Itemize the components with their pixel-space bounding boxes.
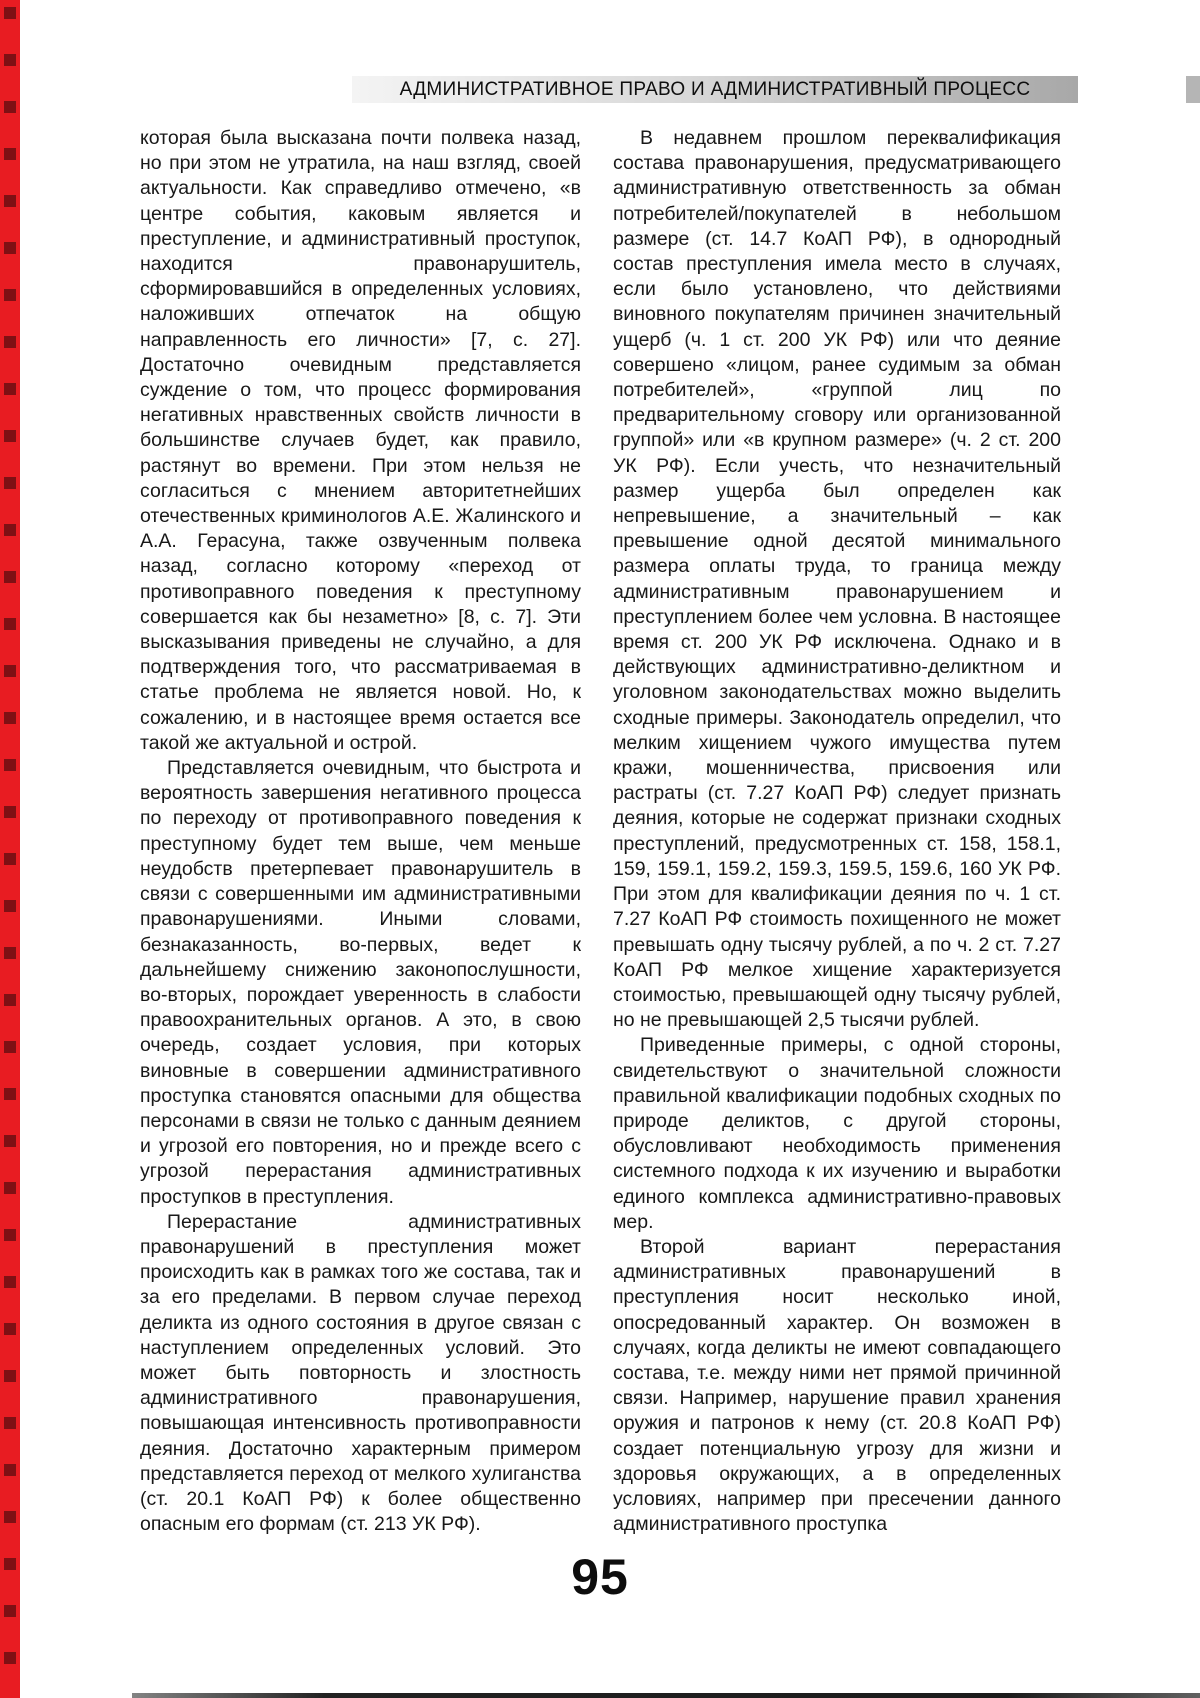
section-header-band-stub	[1186, 76, 1200, 103]
paragraph: Второй вариант перерастания административных правонарушений в преступления носит несколько иной, опосредованный характер. Он возможен в случаях, когда деликты не имеют совпадающего состава, т.е. между ними нет прямой причинной связи. Например, нарушение правил хранения оружия и патронов к нему (ст. 20.8 КоАП РФ) создает потенциальную угрозу для жизни и здоровья окружающих, а в определенных условиях, например при пресечении данного административного проступка	[613, 1235, 1061, 1536]
paragraph: Приведенные примеры, с одной стороны, свидетельствуют о значительной сложности правильной квалификации подобных сходных по природе деликтов, с другой стороны, обусловливают необходимость применения системного подхода к их изучению и выработки единого комплекса административно-правовых мер.	[613, 1034, 1061, 1233]
section-header-title: АДМИНИСТРАТИВНОЕ ПРАВО И АДМИНИСТРАТИВНЫЙ ПРОЦЕСС	[399, 78, 1031, 100]
page-number: 95	[571, 1549, 629, 1605]
edge-marker-squares	[4, 7, 16, 1698]
section-header-band	[352, 76, 1078, 103]
journal-edge-red-bar	[0, 0, 20, 1698]
paragraph: В недавнем прошлом переквалификация состава правонарушения, предусматривающего административную ответственность за обман потребителей/покупателей в небольшом размере (ст. 14.7 КоАП РФ), в однородный состав преступления имела место в случаях, если было установлено, что действиями виновного покупателям причинен значительный ущерб (ч. 1 ст. 200 УК РФ) или что деяние совершено «лицом, ранее судимым за обман потребителей», «группой лиц по предварительному сговору или организованной группой» или «в крупном размере» (ч. 2 ст. 200 УК РФ). Если учесть, что незначительный размер ущерба был определен как непревышение, а значительный – как превышение одной десятой минимального размера оплаты труда, то граница между административным правонарушением и преступлением более чем условна. В настоящее время ст. 200 УК РФ исключена. Однако и в действующих административно-деликтном и уголовном законодательствах можно выделить сходные примеры. Законодатель определил, что мелким хищением чужого имущества путем кражи, мошенничества, присвоения или растраты (ст. 7.27 КоАП РФ) следует признать деяния, которые не содержат признаки сходных преступлений, предусмотренных ст. 158, 158.1, 159, 159.1, 159.2, 159.3, 159.5, 159.6, 160 УК РФ. При этом для квалификации деяния по ч. 1 ст. 7.27 КоАП РФ стоимость похищенного не может превышать одну тысячу рублей, а по ч. 2 ст. 7.27 КоАП РФ мелкое хищение характеризуется стоимостью, превышающей одну тысячу рублей, но не превышающей 2,5 тысячи рублей.	[613, 127, 1061, 1032]
paragraph: Представляется очевидным, что быстрота и вероятность завершения негативного процесса по переходу от противоправного поведения к преступному будет тем выше, чем меньше неудобств претерпевает правонарушитель в связи с совершенными им административными правонарушениями. Иными словами, безнаказанность, во-первых, ведет к дальнейшему снижению законопослушности, во-вторых, порождает уверенность в слабости правоохранительных органов. А это, в свою очередь, создает условия, при которых виновные в совершении административного проступка становятся опасными для общества персонами в связи не только с данным деянием и угрозой его повторения, но и прежде всего с угрозой перерастания административных проступков в преступления.	[140, 757, 581, 1208]
paragraph: которая была высказана почти полвека назад, но при этом не утратила, на наш взгляд, своей актуальности. Как справедливо отмечено, «в центре события, каковым является и преступление, и административный проступок, находится правонарушитель, сформировавшийся в определенных условиях, наложивших отпечаток на общую направленность его личности» [7, с. 27]. Достаточно очевидным представляется суждение о том, что процесс формирования негативных нравственных свойств личности в большинстве случаев будет, как правило, растянут во времени. При этом нельзя не согласиться с мнением авторитетнейших отечественных криминологов А.Е. Жалинского и А.А. Герасуна, также озвученным полвека назад, согласно которому «переход от противоправного поведения к преступному совершается как бы незаметно» [8, с. 7]. Эти высказывания приведены не случайно, а для подтверждения того, что рассматриваемая в статье проблема не является новой. Но, к сожалению, и в настоящее время остается все такой же актуальной и острой.	[140, 127, 581, 754]
paragraph: Перерастание административных правонарушений в преступления может происходить как в рамках того же состава, так и за его пределами. В первом случае переход деликта из одного состояния в другое связан с наступлением определенных условий. Это может быть повторность и злостность административного правонарушения, повышающая интенсивность противоправности деяния. Достаточно характерным примером представляется переход от мелкого хулиганства (ст. 20.1 КоАП РФ) к более общественно опасным его формам (ст. 213 УК РФ).	[140, 1210, 581, 1536]
text-column-right	[613, 126, 1061, 1537]
text-column-left	[140, 126, 581, 1537]
scan-bottom-artifact	[132, 1693, 1200, 1698]
